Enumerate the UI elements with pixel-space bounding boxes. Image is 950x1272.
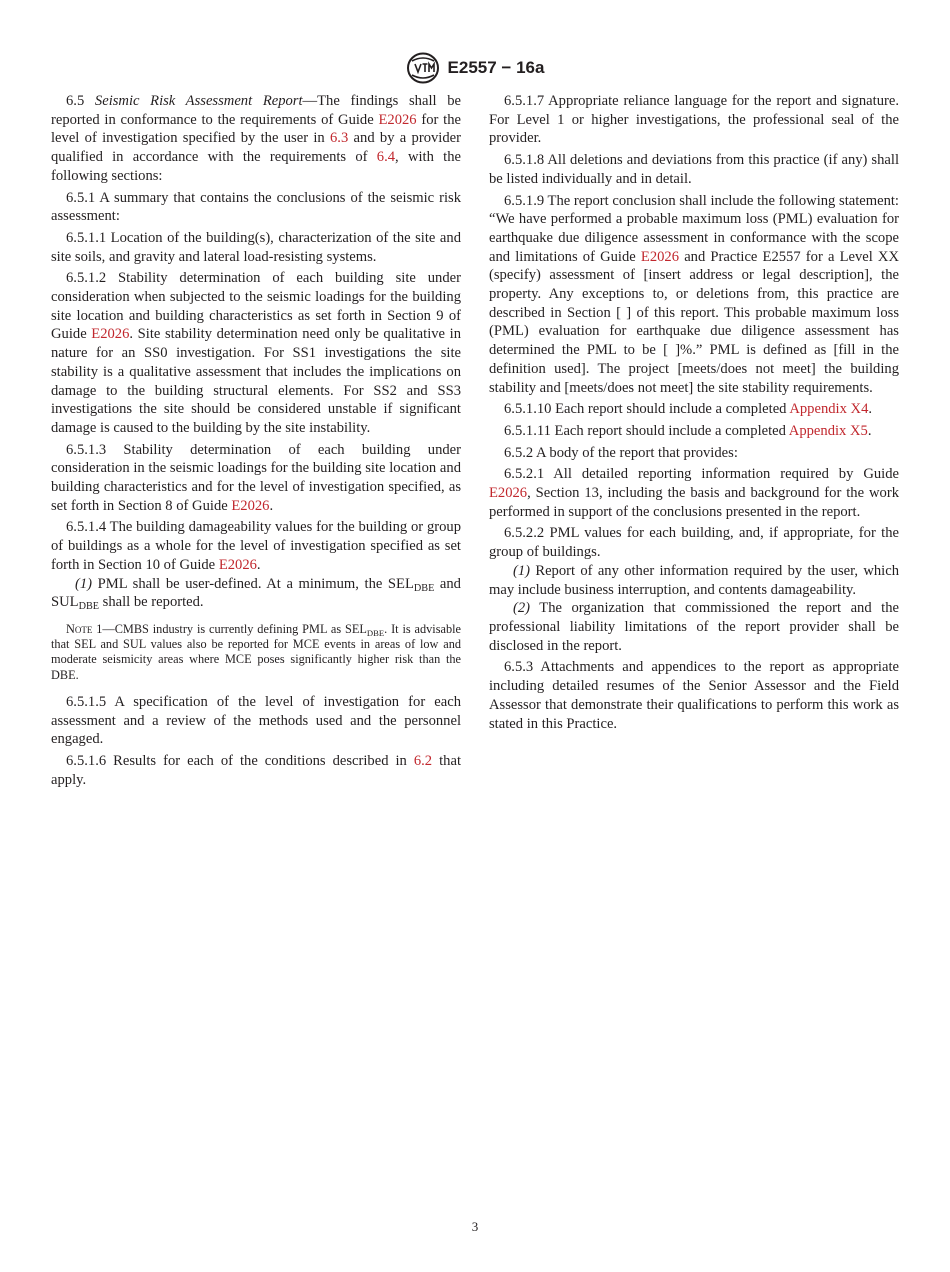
section-6-5-1-4-item-1: (1) PML shall be user-defined. At a minimum, the $SEL_{DBE}$ and $SUL_{DBE}$ shall be reported. — [51, 575, 461, 613]
link-e2026[interactable]: E2026 — [378, 111, 417, 128]
link-6-2[interactable]: 6.2 — [413, 752, 433, 769]
section-6-5-1-10: 6.5.1.10 Each report should include a completed Appendix X4. — [504, 401, 873, 418]
section-6-5-1-4: 6.5.1.4 The building damageability values for the building or group of buildings as a whole for the level of investigation specified as set forth in Section 10 of Guide E2026. — [51, 519, 461, 573]
page-header — [0, 52, 950, 84]
link-e2026[interactable]: E2026 — [231, 497, 270, 514]
link-e2026[interactable]: E2026 — [489, 485, 528, 502]
section-6-5: 6.5 Seismic Risk Assessment Report—The findings shall be reported in conformance to the requirements of Guide E2026 for the level of investigation specified by the user in 6.3 and by a provider qualified in accordance with the requirements of 6.4, with the following sections: — [51, 93, 462, 184]
section-6-5-3: 6.5.3 Attachments and appendices to the report as appropriate including detailed resumes of the Senior Assessor and the Field Assessor that demonstrate their qualifications to perform this work as stated in this Practice. — [489, 659, 899, 732]
section-6-5-2-1: 6.5.2.1 All detailed reporting information required by Guide E2026, Section 13, including the basis and background for the work performed in support of the conclusions presented in the report. — [489, 466, 899, 520]
link-appendix-x5[interactable]: Appendix X5 — [788, 422, 868, 439]
link-appendix-x4[interactable]: Appendix X4 — [789, 401, 869, 418]
link-e2026[interactable]: E2026 — [91, 326, 130, 343]
section-6-5-1-8: 6.5.1.8 All deletions and deviations from this practice (if any) shall be listed individually and in detail. — [489, 152, 899, 187]
link-e2026[interactable]: E2026 — [640, 248, 680, 265]
document-designation: E2557 − 16a — [447, 58, 545, 77]
link-6-4[interactable]: 6.4 — [376, 149, 396, 166]
section-6-5-1: 6.5.1 A summary that contains the conclusions of the seismic risk assessment: — [51, 189, 461, 225]
section-6-5-2-2-item-1: (1) Report of any other information required by the user, which may include business interruption, and contents damageability. — [489, 562, 899, 598]
page-number: 3 — [471, 1219, 479, 1234]
section-6-5-2: 6.5.2 A body of the report that provides: — [504, 444, 738, 461]
link-e2026[interactable]: E2026 — [218, 556, 257, 573]
section-6-5-1-11: 6.5.1.11 Each report should include a completed Appendix X5. — [504, 422, 872, 439]
section-6-5-1-3: 6.5.1.3 Stability determination of each building under consideration in the seismic loadings for the building site location and building characteristics and for the level of investigation specified, as set forth in Section 8 of Guide E2026. — [51, 441, 461, 514]
astm-logo-icon — [406, 52, 440, 84]
section-6-5-1-5: 6.5.1.5 A specification of the level of investigation for each assessment and a review of the methods used and the personnel engaged. — [51, 693, 461, 748]
section-6-5-1-7: 6.5.1.7 Appropriate reliance language for the report and signature. For Level 1 or higher investigations, the professional seal of the provider. — [489, 93, 899, 147]
section-6-5-2-2: 6.5.2.2 PML values for each building, and, if appropriate, for the group of buildings. — [489, 525, 899, 561]
section-6-5-1-2: 6.5.1.2 Stability determination of each building site under consideration when subjected to the seismic loadings for the building site location and building characteristics as set forth in Section 9 of Guide E2026. Site stability determination need only be qualitative in nature for an SS0 investigation. For SS1 investigations the site stability is a qualitative assessment that includes the implications on damage to the building structural elements. For SS2 and SS3 investigations the site should be considered unstable if significant damage is caused to the building by the site instability. — [51, 270, 461, 436]
section-6-5-1-9: 6.5.1.9 The report conclusion shall include the following statement: “We have performed a probable maximum loss (PML) evaluation for earthquake due diligence assessment in conformance with the scope and limitations of Guide E2026 and Practice E2557 for a Level XX (specify) assessment of [insert address or legal description], the property. Any exceptions to, or deletions from, this practice are described in Section [ ] of this report. This probable maximum loss (PML) evaluation for earthquake due diligence assessment has determined the PML to be [ ]%.” PML is defined as [fill in the definition used]. The project [meets/does not meet] the building stability and [meets/does not meet] the site stability requirements. — [489, 192, 900, 396]
left-column — [51, 92, 461, 789]
link-6-3[interactable]: 6.3 — [330, 130, 349, 147]
section-6-5-1-6: 6.5.1.6 Results for each of the conditions described in 6.2 that apply. — [51, 752, 461, 788]
right-column — [489, 92, 899, 733]
note-1: Note 1—CMBS industry is currently defining PML as $SEL_{DBE}$. It is advisable that SEL and SUL values also be reported for MCE events in areas of low and moderate seismicity areas where MCE poses significantly higher risk than the DBE. — [51, 621, 461, 682]
section-6-5-2-2-item-2: (2) The organization that commissioned the report and the professional liability limitations of the report provider shall be disclosed in the report. — [489, 600, 899, 654]
section-6-5-1-1: 6.5.1.1 Location of the building(s), characterization of the site and site soils, and gravity and lateral load-resisting systems. — [51, 229, 461, 265]
